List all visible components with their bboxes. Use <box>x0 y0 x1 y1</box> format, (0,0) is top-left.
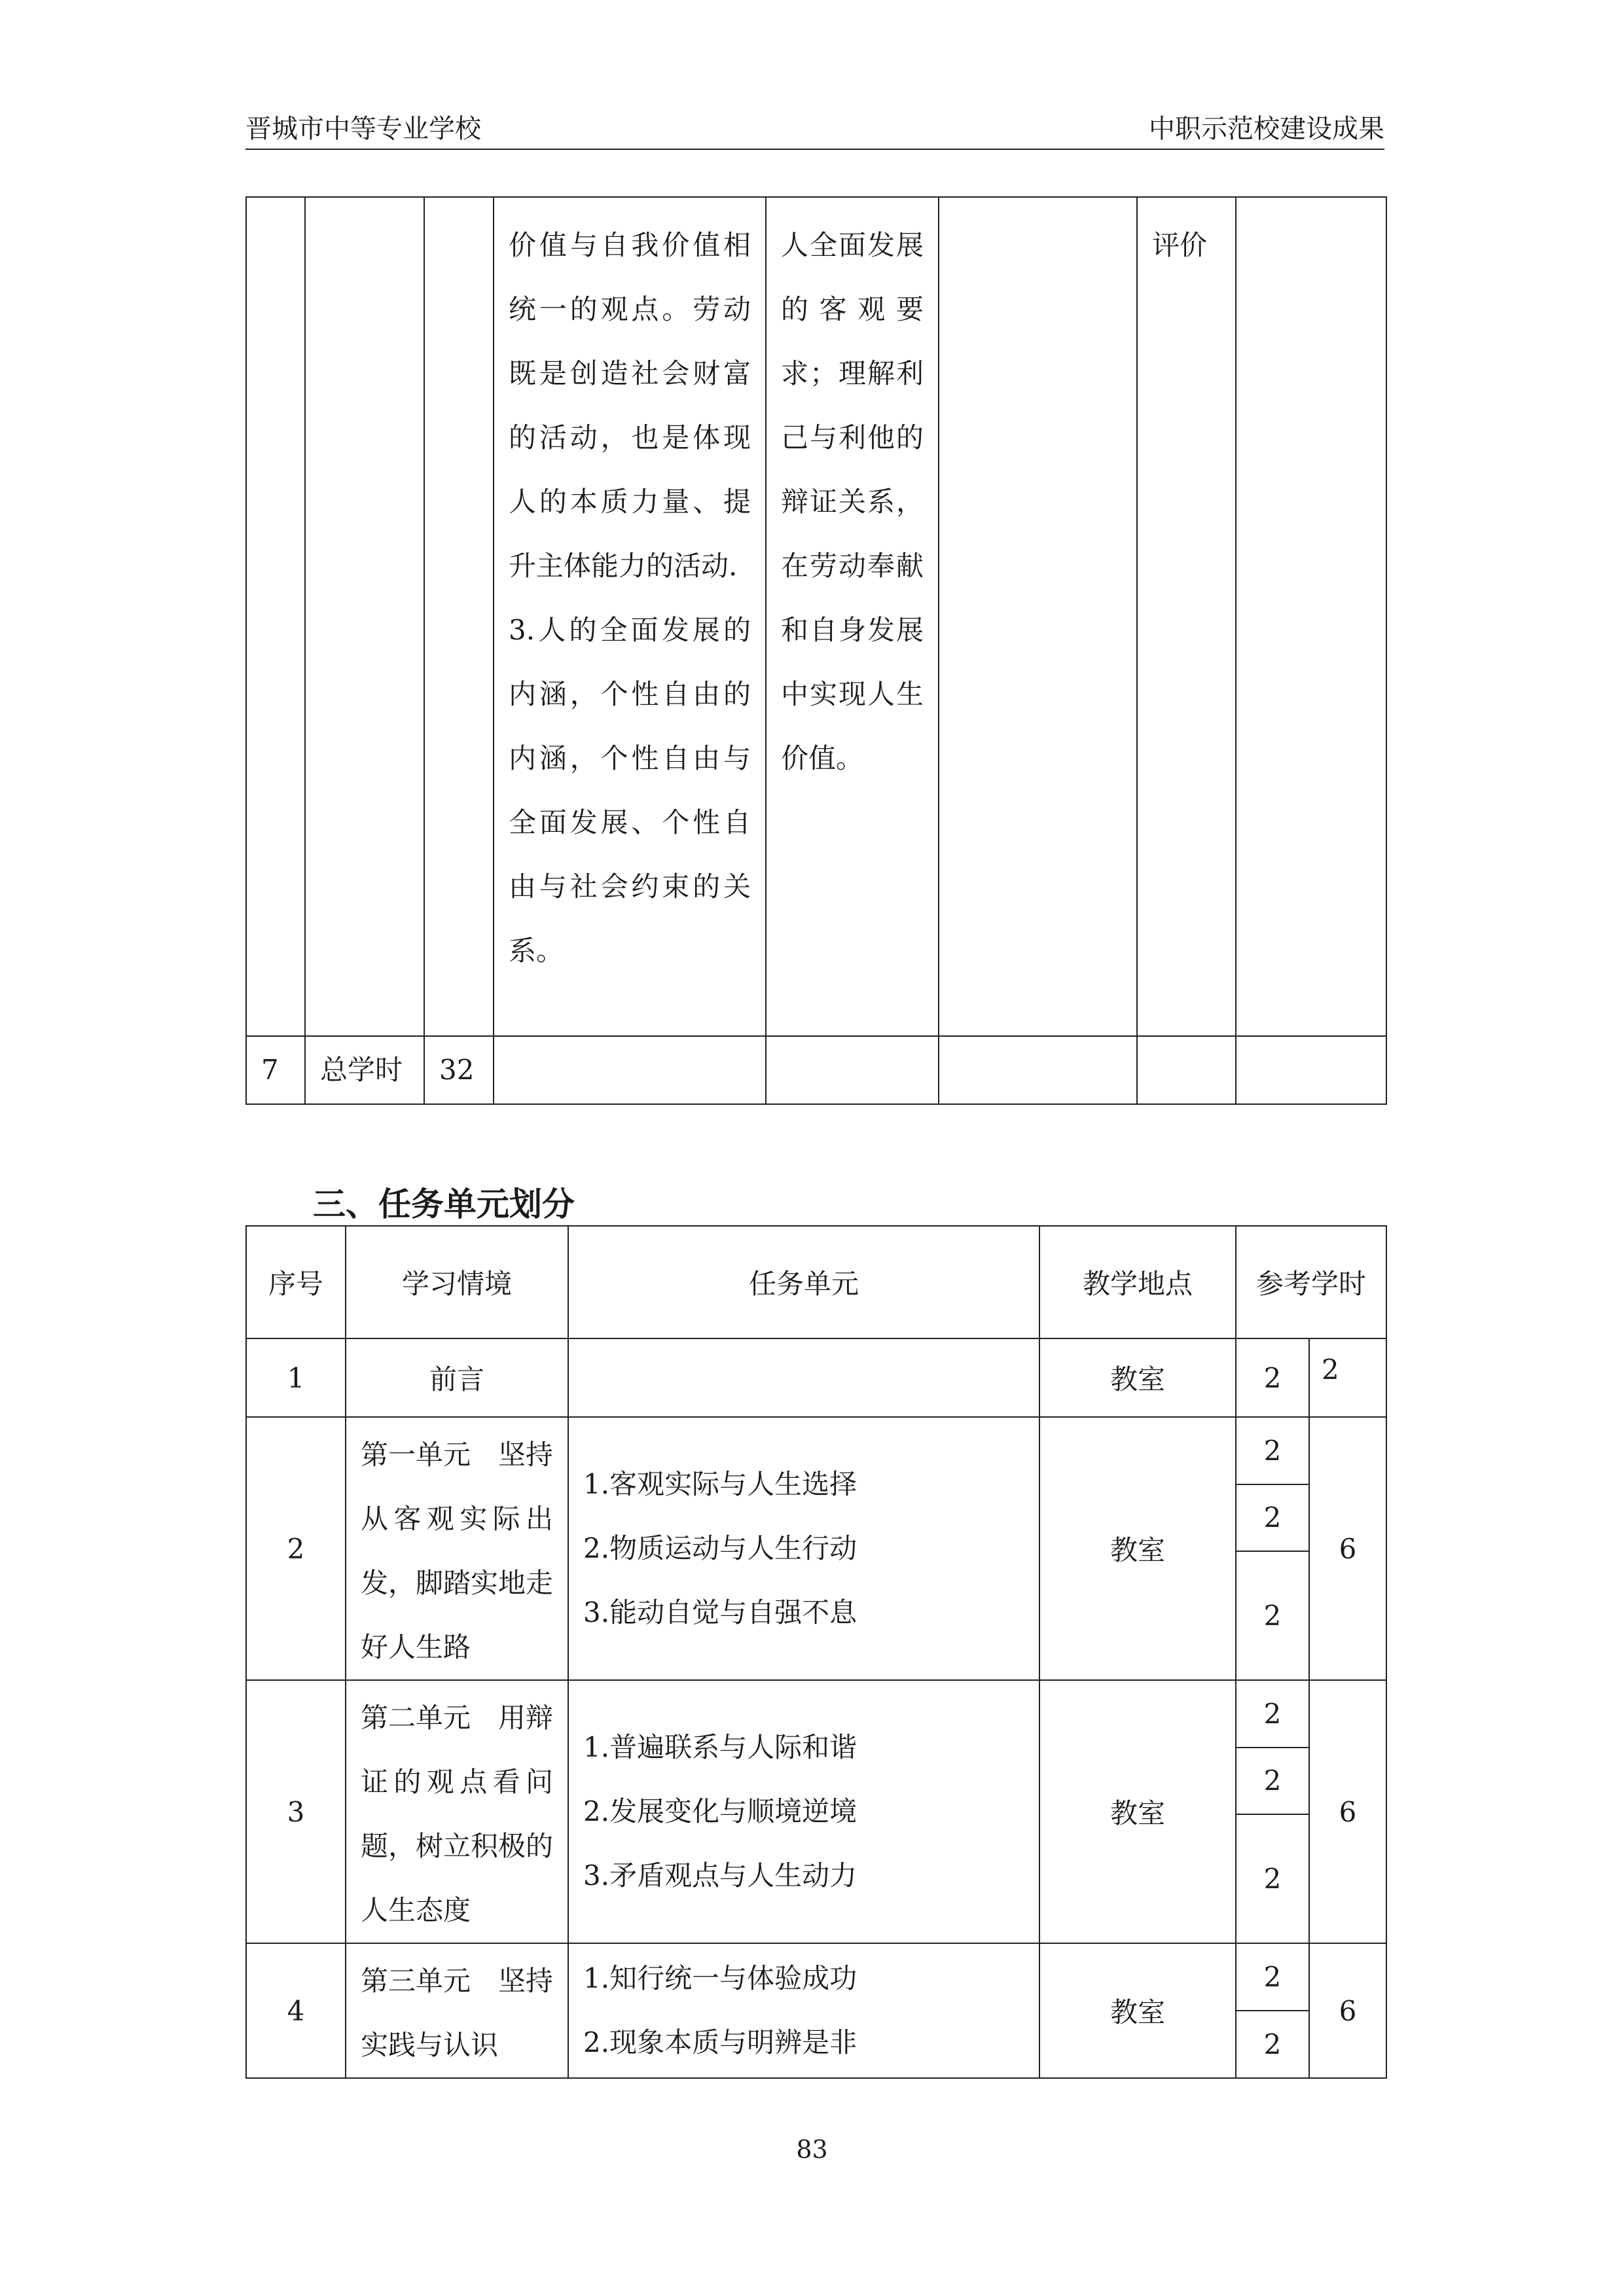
table-cell <box>1137 1036 1236 1104</box>
tasks-cell <box>568 1943 1039 2078</box>
content-cell <box>494 197 766 1036</box>
header-hours: 参考学时 <box>1236 1226 1386 1338</box>
hours-cell: 2 <box>1236 1417 1309 1484</box>
task-item: 2.现象本质与明辨是非 <box>583 2026 857 2058</box>
hours-cell: 2 <box>1236 2011 1309 2078</box>
hours-cell: 2 <box>1236 1484 1309 1552</box>
row-number: 3 <box>246 1680 346 1943</box>
place-cell: 教室 <box>1039 1338 1236 1417</box>
header-place: 教学地点 <box>1039 1226 1236 1338</box>
tasks-cell <box>568 1417 1039 1680</box>
table-cell <box>939 197 1137 1036</box>
hours-cell: 2 <box>1236 1338 1309 1417</box>
course-content-table <box>245 196 1387 1105</box>
evaluation-text: 评价 <box>1152 229 1208 261</box>
task-item: 3.矛盾观点与人生动力 <box>583 1859 857 1892</box>
table-cell <box>305 197 424 1036</box>
task-item: 1.客观实际与人生选择 <box>583 1468 857 1500</box>
total-hours-row <box>246 1036 1386 1104</box>
total-hours: 32 <box>424 1036 494 1104</box>
row-number: 4 <box>246 1943 346 2078</box>
task-unit-table <box>245 1225 1387 2079</box>
hours-cell: 2 <box>1236 1814 1309 1943</box>
content-paragraph: 3.人的全面发展的内涵，个性自由的内涵，个性自由与全面发展、个性自由与社会约束的关系。 <box>509 614 751 967</box>
row-number: 1 <box>246 1338 346 1417</box>
table-row <box>246 1680 1386 1748</box>
total-hours-cell: 6 <box>1309 1943 1386 2078</box>
total-hours-cell: 6 <box>1309 1680 1386 1943</box>
situation-cell: 第一单元 坚持从客观实际出发，脚踏实地走好人生路 <box>346 1417 568 1680</box>
task-item: 1.普遍联系与人际和谐 <box>583 1731 857 1763</box>
tasks-cell <box>568 1338 1039 1417</box>
table-row <box>246 1417 1386 1484</box>
section-title: 三、任务单元划分 <box>313 1185 575 1223</box>
tasks-cell <box>568 1680 1039 1943</box>
table-cell <box>246 197 305 1036</box>
hours-cell: 2 <box>1236 1943 1309 2011</box>
header-title: 中职示范校建设成果 <box>1149 114 1384 144</box>
hours-cell: 2 <box>1236 1551 1309 1680</box>
hours-cell: 2 <box>1236 1748 1309 1815</box>
page-header <box>245 115 1384 150</box>
row-number: 2 <box>246 1417 346 1680</box>
school-name: 晋城市中等专业学校 <box>245 114 481 144</box>
table-row <box>246 197 1386 1036</box>
situation-cell: 前言 <box>346 1338 568 1417</box>
place-cell: 教室 <box>1039 1680 1236 1943</box>
table-cell <box>1236 1036 1386 1104</box>
situation-cell: 第二单元 用辩证的观点看问题，树立积极的人生态度 <box>346 1680 568 1943</box>
table-row <box>246 1943 1386 2011</box>
row-number: 7 <box>246 1036 305 1104</box>
situation-cell: 第三单元 坚持实践与认识 <box>346 1943 568 2078</box>
task-item: 3.能动自觉与自强不息 <box>583 1596 857 1628</box>
header-number: 序号 <box>246 1226 346 1338</box>
task-item: 2.物质运动与人生行动 <box>583 1532 857 1564</box>
table-cell <box>494 1036 766 1104</box>
total-hours-cell: 2 <box>1309 1338 1386 1417</box>
header-task-unit: 任务单元 <box>568 1226 1039 1338</box>
task-item: 2.发展变化与顺境逆境 <box>583 1795 857 1827</box>
content-paragraph: 价值与自我价值相统一的观点。劳动既是创造社会财富的活动，也是体现人的本质力量、提升主体能力的活动. <box>509 229 751 582</box>
total-label: 总学时 <box>305 1036 424 1104</box>
objective-text: 人全面发展的客观要求；理解利己与利他的辩证关系，在劳动奉献和自身发展中实现人生价值。 <box>781 229 924 774</box>
hours-cell: 2 <box>1236 1680 1309 1748</box>
evaluation-cell <box>1137 197 1236 1036</box>
table-cell <box>424 197 494 1036</box>
page-number: 83 <box>796 2135 828 2164</box>
table-cell <box>1236 197 1386 1036</box>
header-situation: 学习情境 <box>346 1226 568 1338</box>
table-row <box>246 1338 1386 1417</box>
total-hours-cell: 6 <box>1309 1417 1386 1680</box>
table-header-row <box>246 1226 1386 1338</box>
place-cell: 教室 <box>1039 1943 1236 2078</box>
place-cell: 教室 <box>1039 1417 1236 1680</box>
table-cell <box>939 1036 1137 1104</box>
task-item: 1.知行统一与体验成功 <box>583 1962 857 1994</box>
table-cell <box>766 1036 939 1104</box>
objective-cell <box>766 197 939 1036</box>
